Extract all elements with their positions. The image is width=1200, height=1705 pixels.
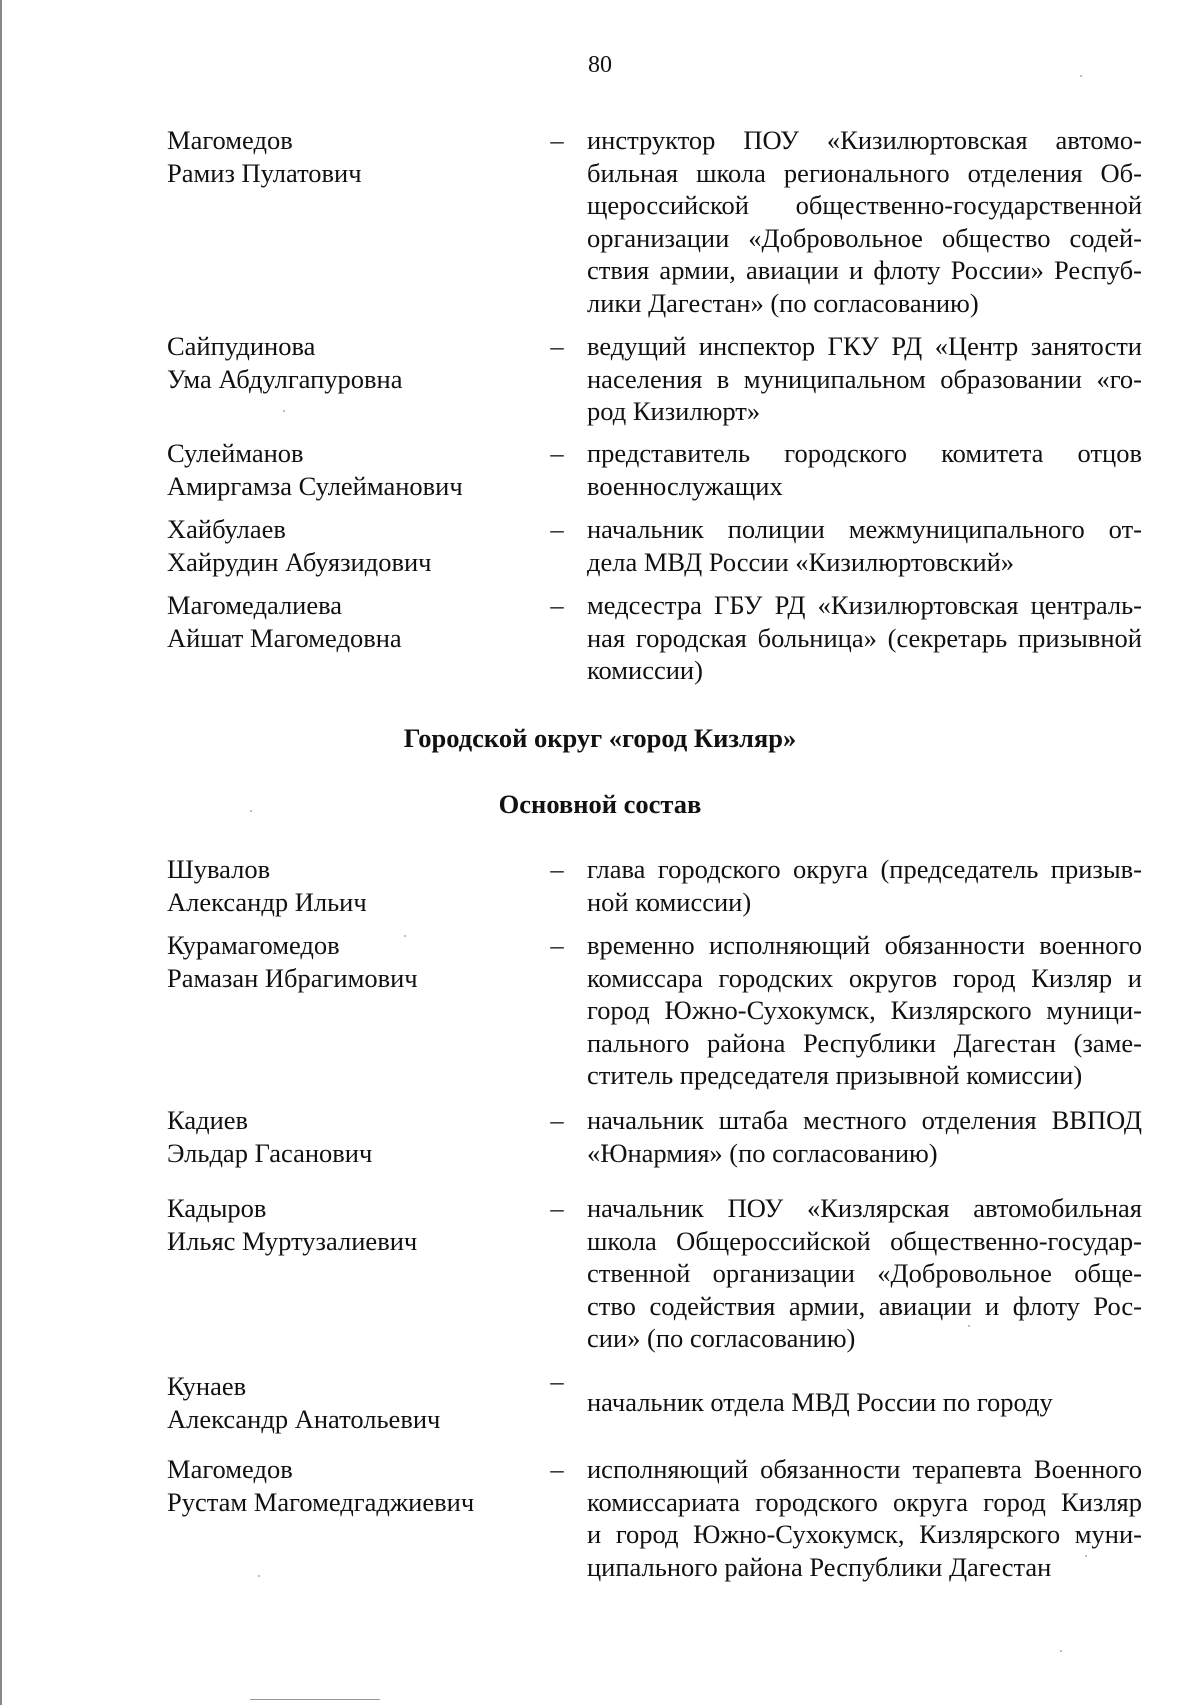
member-name: Хайбулаев Хайрудин Абуязидович: [167, 514, 432, 577]
roster-entry: [167, 124, 1142, 330]
subsection-title: Основной состав: [498, 789, 702, 819]
member-role: ведущий инспектор ГКУ РД «Центр занятости населения в муниципальном образовании «го- род Кизилюрт»: [587, 331, 1142, 426]
member-name: Шувалов Александр Ильич: [167, 854, 367, 917]
member-role: представитель городского комитета отцов военнослужащих: [587, 438, 1142, 501]
roster-entry: [167, 929, 1142, 1104]
member-name: Магомедов Рамиз Пулатович: [167, 125, 362, 188]
dash-separator: –: [550, 331, 564, 361]
scan-speck: [250, 810, 252, 812]
roster-entry: [167, 513, 1142, 589]
scan-speck: [258, 1575, 260, 1577]
scan-speck: [1085, 1555, 1087, 1557]
dash-separator: –: [550, 438, 564, 468]
member-role: инструктор ПОУ «Кизилюртовская автомо- бильная школа регионального отделения Об- щероссийской общественно-государственной организации «Добровольное общество содей- ствия армии, авиации и флоту России» Респуб- лики Дагестан» (по согласованию): [587, 125, 1142, 318]
member-role: медсестра ГБУ РД «Кизилюртовская централь- ная городская больница» (секретарь призывной комиссии): [587, 590, 1142, 685]
member-role: временно исполняющий обязанности военного комиссара городских округов город Кизляр и город Южно-Сухокумск, Кизлярского муници- пального района Республики Дагестан (заме- ститель председателя призывной комиссии): [587, 930, 1142, 1090]
dash-separator: –: [550, 1366, 564, 1396]
roster-entry: [167, 1104, 1142, 1192]
scan-speck: [404, 935, 406, 937]
roster-entry: [167, 589, 1142, 689]
roster-block-top: [167, 124, 1142, 689]
section-title: Городской округ «город Кизляр»: [403, 723, 797, 753]
scan-speck: [1080, 75, 1082, 77]
dash-separator: –: [550, 590, 564, 620]
roster-entry: [167, 853, 1142, 929]
dash-separator: –: [550, 1193, 564, 1223]
member-name: Кадыров Ильяс Муртузалиевич: [167, 1193, 418, 1256]
scan-edge: [0, 0, 2, 1705]
member-name: Кадиев Эльдар Гасанович: [167, 1105, 373, 1168]
member-name: Курамагомедов Рамазан Ибрагимович: [167, 930, 418, 993]
member-name: Кунаев Александр Анатольевич: [167, 1371, 441, 1434]
member-role: начальник полиции межмуниципального от- дела МВД России «Кизилюртовский»: [587, 514, 1142, 577]
member-name: Магомедов Рустам Магомедгаджиевич: [167, 1454, 475, 1517]
page-number: 80: [588, 52, 612, 78]
dash-separator: –: [550, 514, 564, 544]
scan-artifact-line: [250, 1699, 380, 1700]
dash-separator: –: [550, 930, 564, 960]
roster-entry: [167, 330, 1142, 437]
scan-speck: [283, 410, 285, 412]
member-role: исполняющий обязанности терапевта Военного комиссариата городского округа город Кизляр и город Южно-Сухокумск, Кизлярского муни- ципального района Республики Дагестан: [587, 1454, 1142, 1582]
dash-separator: –: [550, 1105, 564, 1135]
member-role: начальник ПОУ «Кизлярская автомобильная школа Общероссийской общественно-государ- ственной организации «Добровольное обще- ство содействия армии, авиации и флоту Рос- сии» (по согласованию): [587, 1193, 1142, 1353]
roster-entry: [167, 1366, 1142, 1453]
member-role: начальник отдела МВД России по городу: [587, 1387, 1053, 1417]
member-role: глава городского округа (председатель призыв- ной комиссии): [587, 854, 1142, 917]
roster-entry: [167, 1453, 1142, 1593]
roster-entry: [167, 1192, 1142, 1370]
dash-separator: –: [550, 854, 564, 884]
member-name: Сайпудинова Ума Абдулгапуровна: [167, 331, 403, 394]
roster-entry: [167, 437, 1142, 513]
scan-speck: [968, 1325, 970, 1327]
dash-separator: –: [550, 1454, 564, 1484]
member-name: Магомедалиева Айшат Магомедовна: [167, 590, 402, 653]
roster-block-bottom: [167, 853, 1142, 1593]
dash-separator: –: [550, 125, 564, 155]
member-name: Сулейманов Амиргамза Сулейманович: [167, 438, 463, 501]
member-role: начальник штаба местного отделения ВВПОД «Юнармия» (по согласованию): [587, 1105, 1142, 1168]
scan-speck: [1060, 1650, 1062, 1652]
